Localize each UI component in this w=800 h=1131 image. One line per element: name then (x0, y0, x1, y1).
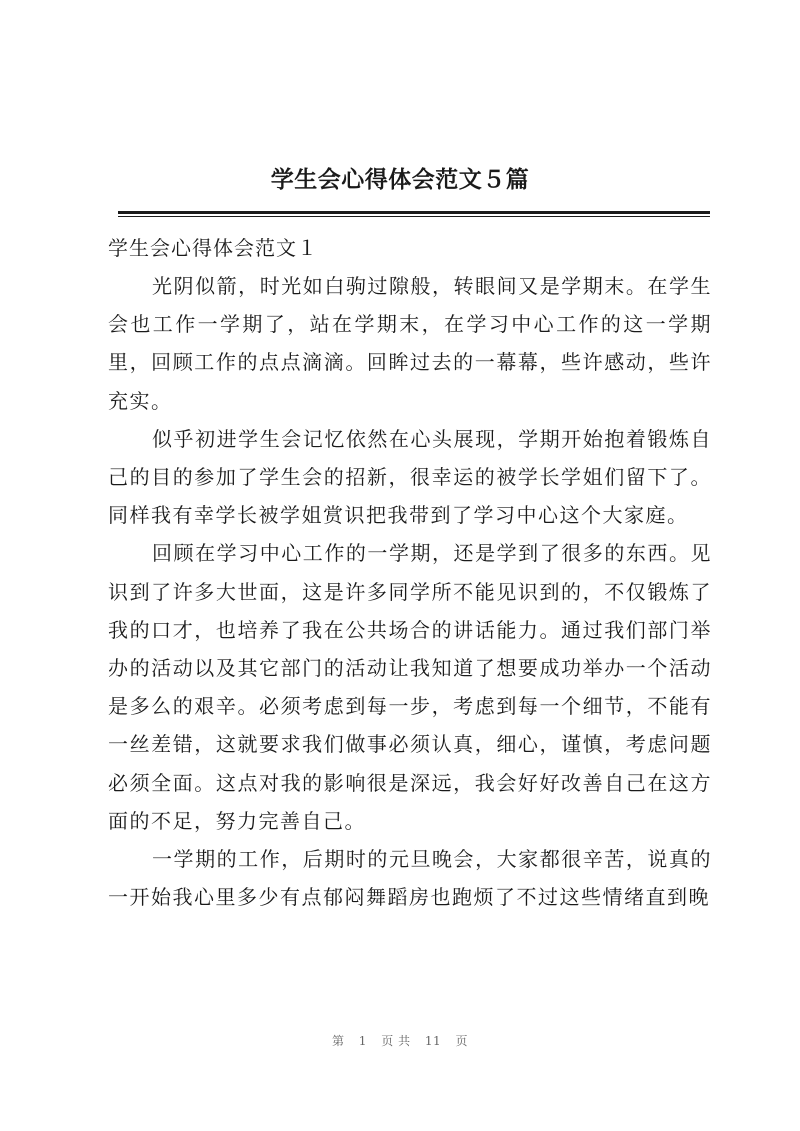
footer-current-page: 1 (358, 1034, 367, 1048)
document-title: 学生会心得体会范文５篇 (270, 167, 530, 193)
paragraph-2: 似乎初进学生会记忆依然在心头展现，学期开始抱着锻炼自己的目的参加了学生会的招新，很幸运的被学长学姐们留下了。同样我有幸学长被学姐赏识把我带到了学习中心这个大家庭。 (108, 426, 712, 528)
footer-label-page: 第 (331, 1034, 345, 1048)
title-rule-thick (118, 211, 710, 214)
footer-label-pages: 页 (455, 1034, 469, 1048)
footer-label-of: 页 共 (381, 1034, 411, 1048)
footer-total-pages: 11 (424, 1034, 442, 1048)
paragraph-4: 一学期的工作，后期时的元旦晚会，大家都很辛苦，说真的一开始我心里多少有点郁闷舞蹈房也跑烦了不过这些情绪直到晚 (108, 847, 712, 910)
paragraph-3: 回顾在学习中心工作的一学期，还是学到了很多的东西。见识到了许多大世面，这是许多同学所不能见识到的，不仅锻炼了我的口才，也培养了我在公共场合的讲话能力。通过我们部门举办的活动以及其它部门的活动让我知道了想要成功举办一个活动是多么的艰辛。必须考虑到每一步，考虑到每一个细节，不能有一丝差错，这就要求我们做事必须认真，细心，谨慎，考虑问题必须全面。这点对我的影响很是深远，我会好好改善自己在这方面的不足，努力完善自己。 (108, 541, 712, 833)
page-footer (0, 1032, 800, 1049)
section-heading: 学生会心得体会范文１ (108, 236, 318, 260)
document-body (108, 267, 712, 916)
title-rule-thin (118, 216, 710, 217)
paragraph-1: 光阴似箭，时光如白驹过隙般，转眼间又是学期末。在学生会也工作一学期了，站在学期末，在学习中心工作的这一学期里，回顾工作的点点滴滴。回眸过去的一幕幕，些许感动，些许充实。 (108, 274, 712, 413)
